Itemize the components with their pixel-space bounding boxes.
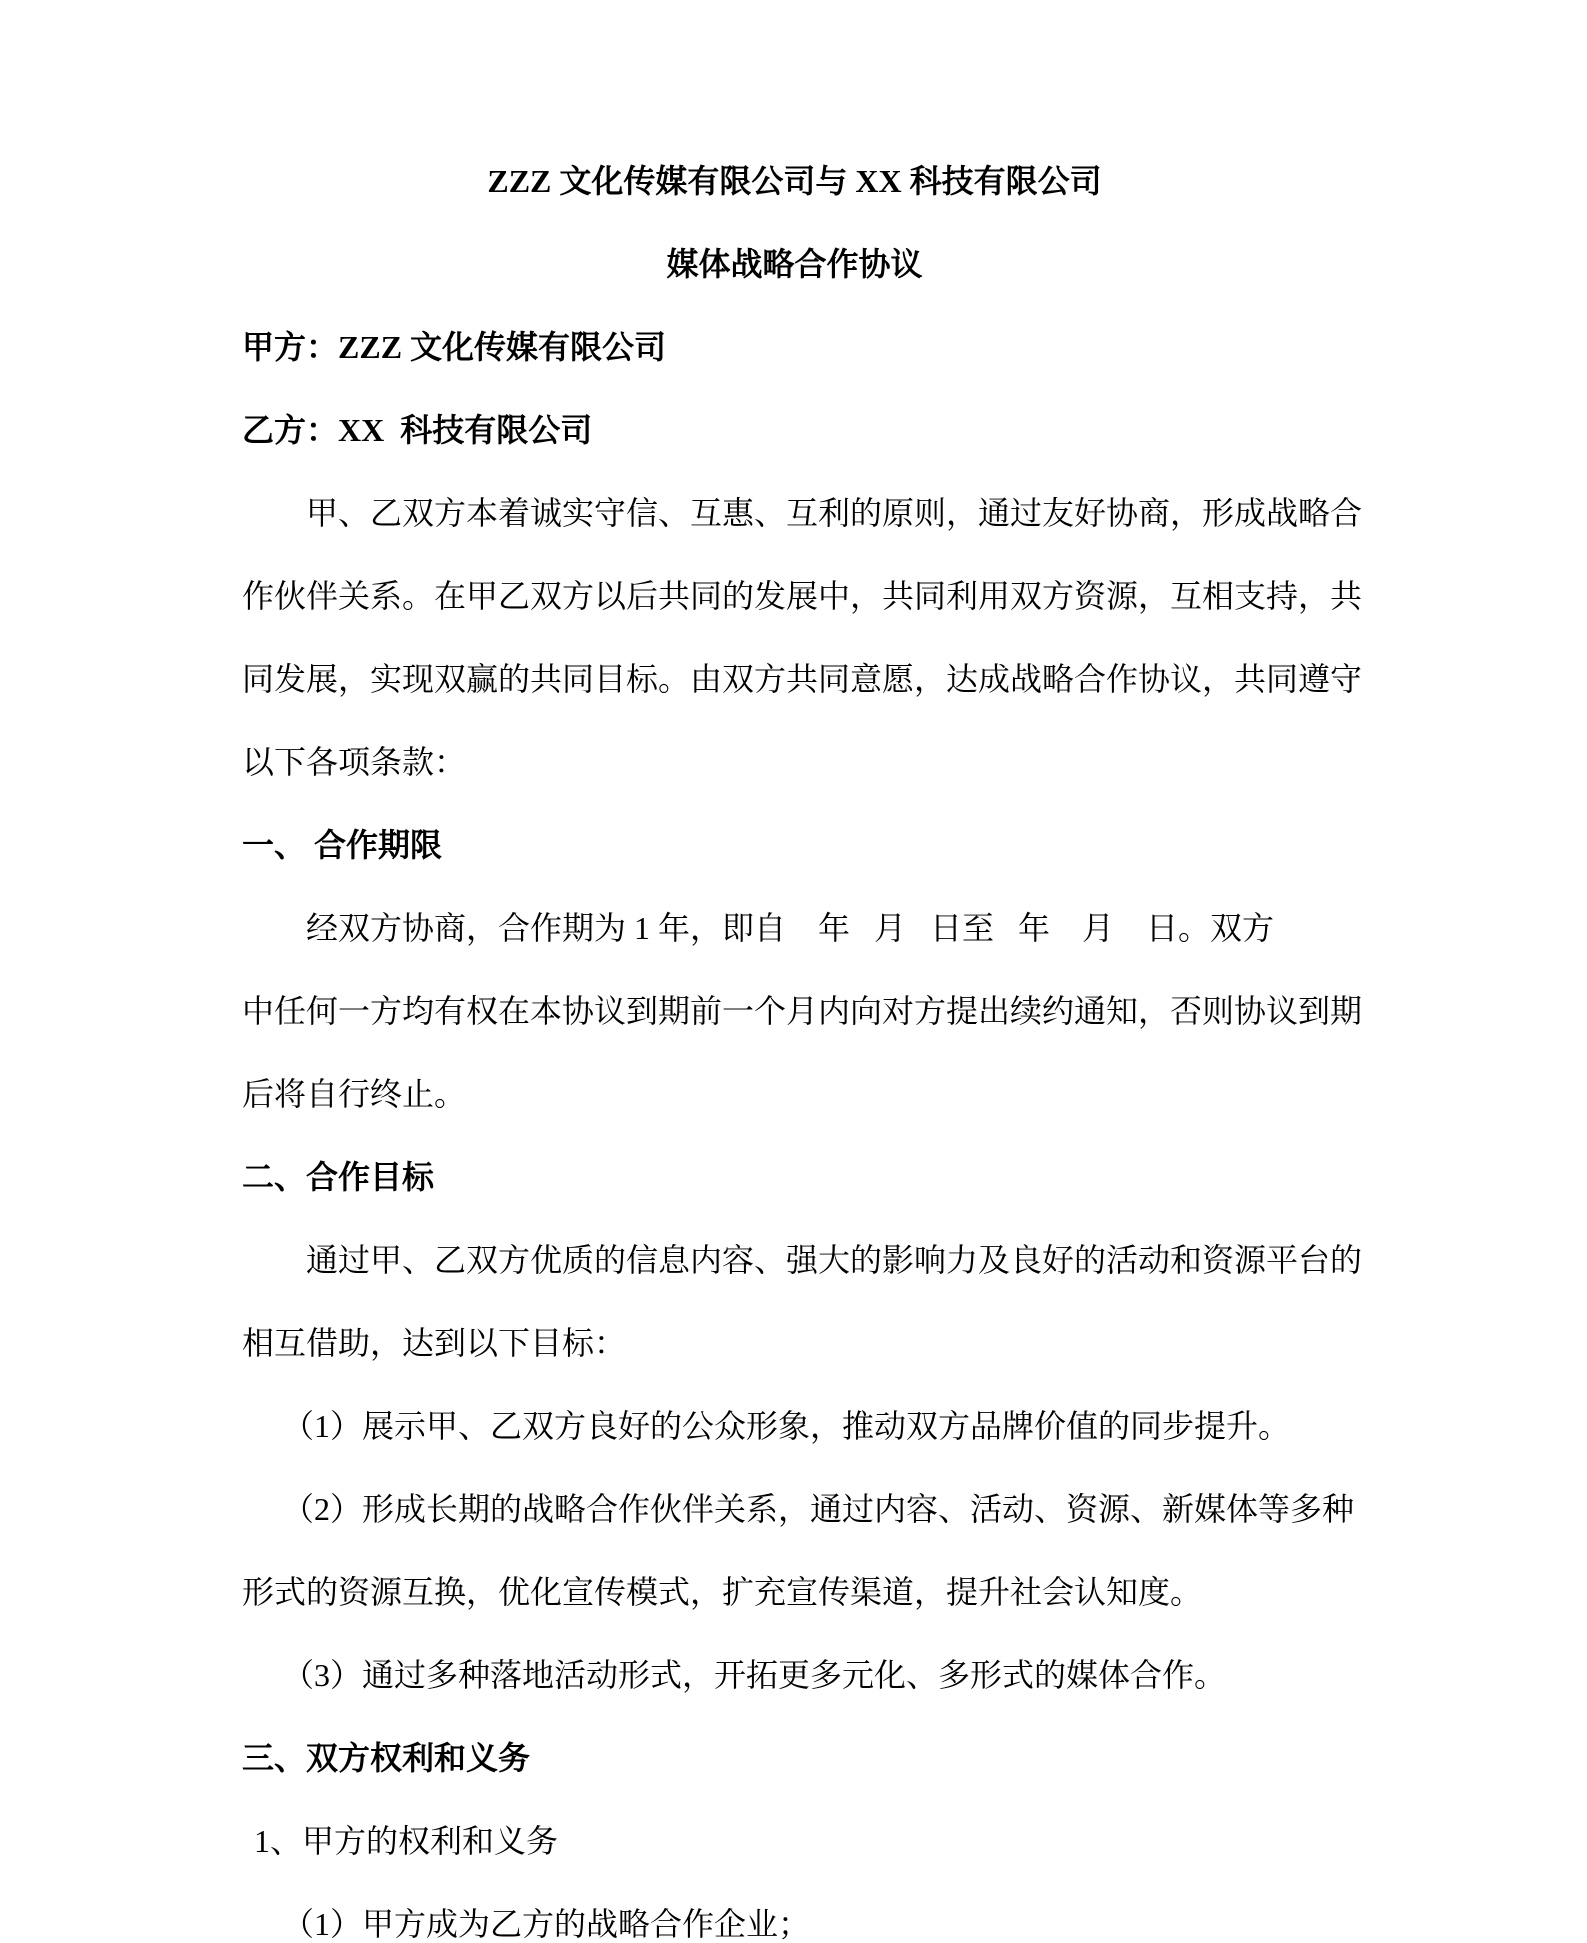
section-2-item-2-cont: 形式的资源互换，优化宣传模式，扩充宣传渠道，提升社会认知度。 — [242, 1574, 1203, 1610]
preamble-line-4: 以下各项条款： — [242, 744, 467, 780]
section-3-item-1: （1）甲方成为乙方的战略合作企业； — [282, 1906, 811, 1942]
document-content — [242, 0, 1363, 1943]
section-2-line-1: 通过甲、乙双方优质的信息内容、强大的影响力及良好的活动和资源平台的 — [306, 1242, 1363, 1278]
preamble-line-1: 甲、乙双方本着诚实守信、互惠、互利的原则，通过友好协商，形成战略合 — [306, 495, 1363, 531]
preamble-line-2: 作伙伴关系。在甲乙双方以后共同的发展中，共同利用双方资源，互相支持，共 — [242, 578, 1363, 614]
section-3-subheading: 1、甲方的权利和义务 — [254, 1823, 559, 1859]
section-1-heading: 一、 合作期限 — [242, 827, 443, 863]
preamble-line-3: 同发展，实现双赢的共同目标。由双方共同意愿，达成战略合作协议，共同遵守 — [242, 661, 1363, 697]
section-1-line-2: 中任何一方均有权在本协议到期前一个月内向对方提出续约通知，否则协议到期 — [242, 993, 1363, 1029]
section-2-item-2: （2）形成长期的战略合作伙伴关系，通过内容、活动、资源、新媒体等多种 — [282, 1491, 1355, 1527]
party-a-line: 甲方：ZZZ 文化传媒有限公司 — [242, 329, 667, 365]
section-2-heading: 二、合作目标 — [242, 1159, 435, 1195]
section-2-item-1: （1）展示甲、乙双方良好的公众形象，推动双方品牌价值的同步提升。 — [282, 1408, 1291, 1444]
section-2-item-3: （3）通过多种落地活动形式，开拓更多元化、多形式的媒体合作。 — [282, 1657, 1227, 1693]
party-b-line: 乙方：XX 科技有限公司 — [242, 412, 593, 448]
section-1-line-1: 经双方协商，合作期为 1 年，即自 年 月 日至 年 月 日。双方 — [306, 910, 1275, 946]
document-title: ZZZ 文化传媒有限公司与 XX 科技有限公司 — [487, 163, 1102, 199]
document-subtitle: 媒体战略合作协议 — [666, 246, 923, 282]
section-2-line-2: 相互借助，达到以下目标： — [242, 1325, 627, 1361]
section-3-heading: 三、双方权利和义务 — [242, 1740, 531, 1776]
section-1-line-3: 后将自行终止。 — [242, 1076, 467, 1112]
